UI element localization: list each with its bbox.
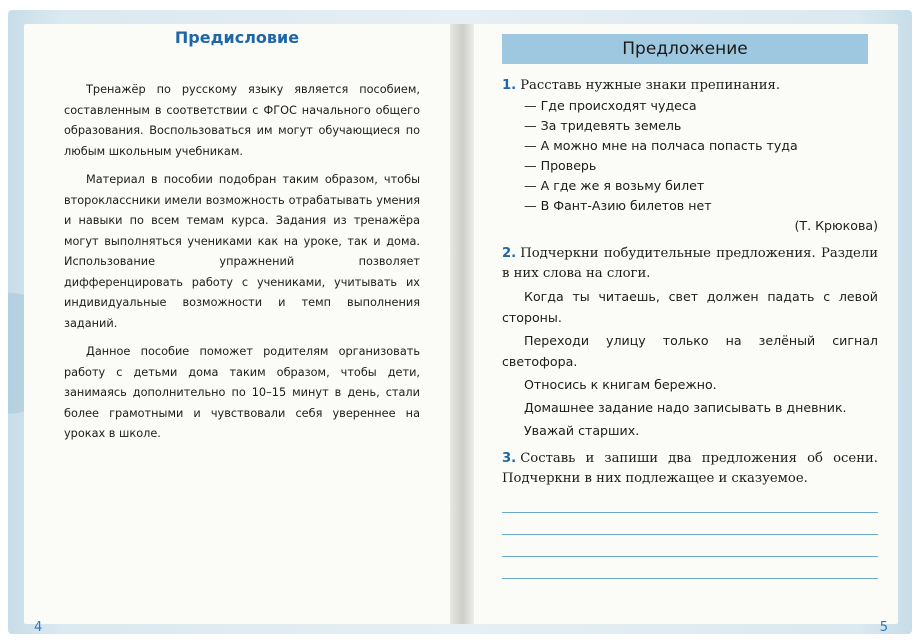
book-spread <box>8 10 912 634</box>
left-page-number: 4 <box>34 620 43 635</box>
dialog-line: — А где же я возьму билет <box>524 178 705 193</box>
task-2-sentence: Переходи улицу только на зелёный сигнал светофора. <box>502 333 878 369</box>
answer-lines <box>502 491 878 579</box>
task-2 <box>502 244 878 441</box>
answer-line[interactable] <box>502 491 878 513</box>
task-2-sentence: Относись к книгам бережно. <box>524 377 717 392</box>
poem-author: (Т. Крюкова) <box>794 218 878 233</box>
dialog-line: — В Фант-Азию билетов нет <box>524 198 712 213</box>
task-2-sentence: Домашнее задание надо записывать в дневник. <box>524 400 847 415</box>
preface-paragraph: Данное пособие поможет родителям организовать работу с детьми дома таким образом, чтобы дети, занимаясь дополнительно по 10–15 минут в день, стали более грамотными и чувствовали себя увереннее на уроках в школе. <box>64 345 420 440</box>
task-2-sentence: Уважай старших. <box>524 423 640 438</box>
task-3-heading <box>502 449 878 489</box>
task-1-instruction: Расставь нужные знаки препинания. <box>520 78 781 93</box>
preface-paragraph: Тренажёр по русскому языку является пособием, составленным в соответствии с ФГОС начального общего образования. Воспользоваться им могут обучающиеся по любым школьным учебникам. <box>64 83 420 158</box>
answer-line[interactable] <box>502 557 878 579</box>
preface-paragraph: Материал в пособии подобран таким образом, чтобы второклассники имели возможность отрабатывать умения и навыки по всем темам курса. Задания из тренажёра могут выполняться учениками как на уроке, так и дома. Использование упражнений позволяет дифференцировать работу с учениками, учитывать их индивидуальные возможности и темп выполнения заданий. <box>64 173 420 330</box>
task-2-sentence: Когда ты читаешь, свет должен падать с левой стороны. <box>502 289 878 325</box>
task-2-number: 2. <box>502 246 517 261</box>
answer-line[interactable] <box>502 513 878 535</box>
task-1-number: 1. <box>502 78 517 93</box>
right-page <box>474 24 898 635</box>
dialog-line: — За тридевять земель <box>524 118 682 133</box>
left-page <box>24 24 450 635</box>
dialog-line: — А можно мне на полчаса попасть туда <box>524 138 798 153</box>
dialog-line: — Проверь <box>524 158 597 173</box>
exercises <box>502 76 878 579</box>
dialog-lines <box>502 96 878 216</box>
preface-text <box>64 80 420 453</box>
answer-line[interactable] <box>502 535 878 557</box>
right-page-number: 5 <box>879 620 888 635</box>
task-1-heading <box>502 76 878 96</box>
task-3-number: 3. <box>502 451 517 466</box>
right-page-title: Предложение <box>622 39 748 59</box>
task-2-heading <box>502 244 878 284</box>
book-gutter <box>450 24 474 624</box>
right-title-band <box>502 34 868 64</box>
task-3-instruction: Составь и запиши два предложения об осени. Подчеркни в них подлежащее и сказуемое. <box>502 451 878 486</box>
task-1 <box>502 76 878 236</box>
left-page-title: Предисловие <box>174 28 300 47</box>
dialog-line: — Где происходят чудеса <box>524 98 697 113</box>
task-2-instruction: Подчеркни побудительные предложения. Раздели в них слова на слоги. <box>502 246 878 281</box>
task-3 <box>502 449 878 579</box>
